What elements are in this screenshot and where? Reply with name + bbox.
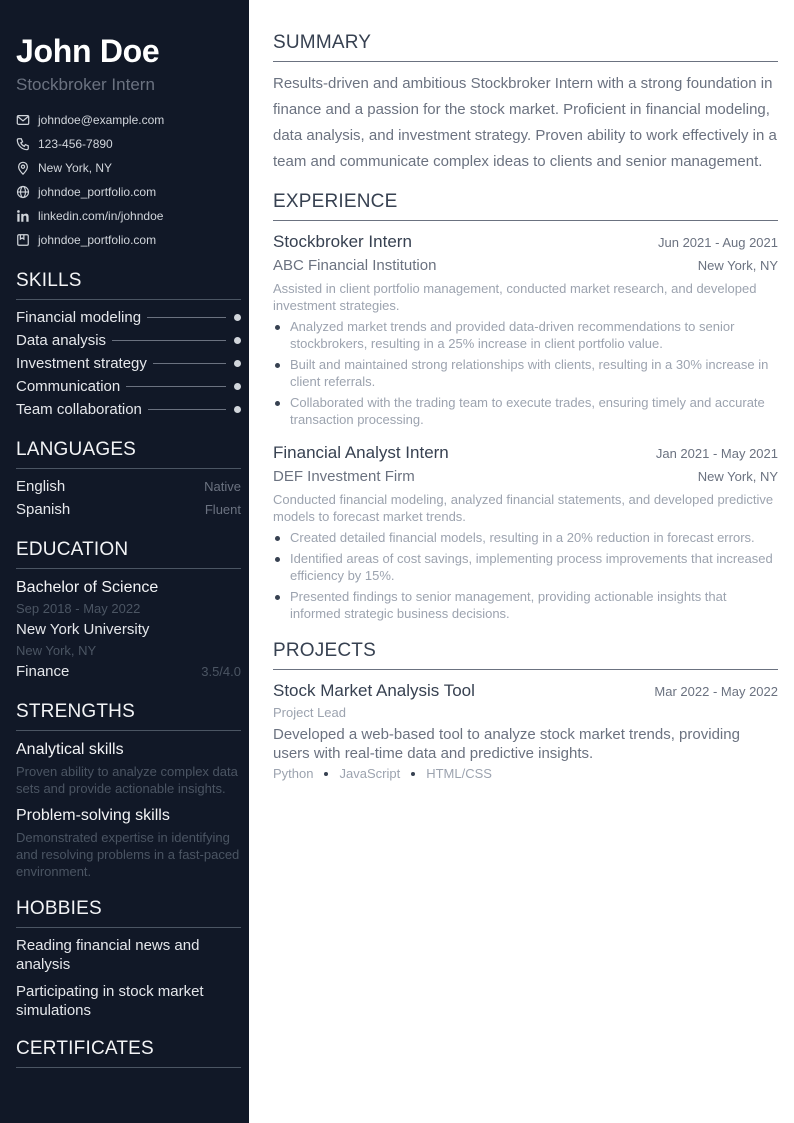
education-field-row (16, 661, 241, 683)
project-tag: JavaScript (339, 766, 401, 781)
phone-icon (16, 137, 30, 151)
hobby-item: Reading financial news and analysis (16, 937, 200, 973)
skill-item (16, 306, 241, 329)
job-bullet: Created detailed financial models, resulting in a 20% reduction in forecast errors. (273, 529, 778, 546)
globe-icon (16, 185, 30, 199)
skill-divider (148, 409, 226, 410)
language-name: Spanish (16, 501, 71, 518)
candidate-role: Stockbroker Intern (16, 75, 155, 94)
job-header (273, 231, 778, 253)
skill-label: Data analysis (16, 332, 107, 349)
skill-divider (153, 363, 226, 364)
job-dates: Jan 2021 - May 2021 (655, 446, 778, 461)
job-company-row (273, 464, 778, 487)
job-location: New York, NY (697, 258, 778, 273)
skill-divider (147, 317, 226, 318)
contact-email[interactable] (16, 108, 241, 132)
skill-divider (126, 386, 226, 387)
candidate-name: John Doe (16, 33, 160, 69)
education-entry (16, 577, 241, 683)
summary-heading: SUMMARY (273, 32, 778, 62)
skill-level-dot (234, 406, 241, 413)
hobbies-heading: HOBBIES (16, 898, 241, 928)
project-role: Project Lead (273, 705, 346, 720)
sidebar (0, 0, 249, 1123)
contact-website[interactable] (16, 180, 241, 204)
skills-list (16, 306, 241, 421)
education-school: New York University (16, 621, 150, 638)
contact-phone[interactable] (16, 132, 241, 156)
language-item (16, 475, 241, 498)
project-dates: Mar 2022 - May 2022 (654, 684, 778, 699)
education-heading: EDUCATION (16, 539, 241, 569)
skill-label: Financial modeling (16, 309, 142, 326)
contact-portfolio-text: johndoe_portfolio.com (38, 233, 157, 247)
skill-level-dot (234, 314, 241, 321)
skill-label: Communication (16, 378, 121, 395)
portfolio-icon (16, 233, 30, 247)
contact-portfolio[interactable] (16, 228, 241, 252)
contact-linkedin[interactable] (16, 204, 241, 228)
project-header (273, 680, 778, 702)
strength-title: Problem-solving skills (16, 807, 170, 824)
job-company-row (273, 253, 778, 276)
project-tags (273, 766, 778, 781)
contact-list (16, 108, 241, 252)
project-entry (273, 680, 778, 781)
job-bullet: Built and maintained strong relationships with clients, resulting in a 30% increase in client referrals. (273, 356, 778, 390)
strength-description: Proven ability to analyze complex data sets and provide actionable insights. (16, 764, 238, 796)
skill-item (16, 329, 241, 352)
job-description: Conducted financial modeling, analyzed financial statements, and developed predictive models to forecast market trends. (273, 492, 774, 524)
tag-separator-dot (411, 772, 415, 776)
contact-phone-text: 123-456-7890 (38, 137, 113, 151)
language-item (16, 498, 241, 521)
main-content (273, 0, 778, 781)
language-level: Fluent (204, 502, 241, 517)
education-gpa: 3.5/4.0 (201, 664, 241, 679)
experience-entry (273, 231, 778, 428)
skill-item (16, 352, 241, 375)
job-title: Financial Analyst Intern (273, 443, 449, 462)
job-bullet: Analyzed market trends and provided data-driven recommendations to senior stockbrokers, resulting in a 25% increase in client portfolio value. (273, 318, 778, 352)
project-title: Stock Market Analysis Tool (273, 681, 475, 700)
hobbies-list (16, 936, 241, 1020)
skill-item (16, 398, 241, 421)
job-location: New York, NY (697, 469, 778, 484)
email-icon (16, 113, 30, 127)
language-level: Native (204, 479, 241, 494)
tag-separator-dot (324, 772, 328, 776)
languages-list (16, 475, 241, 521)
language-name: English (16, 478, 66, 495)
strengths-list (16, 739, 241, 880)
skill-item (16, 375, 241, 398)
experience-entry (273, 442, 778, 622)
contact-location (16, 156, 241, 180)
strength-title: Analytical skills (16, 741, 124, 758)
languages-heading: LANGUAGES (16, 439, 241, 469)
job-description: Assisted in client portfolio management, conducted market research, and developed investment strategies. (273, 281, 757, 313)
project-description: Developed a web-based tool to analyze stock market trends, providing users with real-time data and predictive insights. (273, 726, 740, 762)
education-degree: Bachelor of Science (16, 579, 159, 596)
job-company: ABC Financial Institution (273, 257, 437, 274)
skill-level-dot (234, 360, 241, 367)
skills-heading: SKILLS (16, 270, 241, 300)
project-tag: Python (273, 766, 314, 781)
contact-email-text: johndoe@example.com (38, 113, 165, 127)
hobby-item: Participating in stock market simulations (16, 983, 204, 1019)
job-bullet: Identified areas of cost savings, implementing process improvements that increased efficiency by 15%. (273, 550, 778, 584)
project-tag: HTML/CSS (426, 766, 492, 781)
contact-location-text: New York, NY (38, 161, 113, 175)
job-bullet: Presented findings to senior management, providing actionable insights that informed strategic business decisions. (273, 588, 778, 622)
job-header (273, 442, 778, 464)
job-bullets (273, 529, 778, 622)
skill-level-dot (234, 337, 241, 344)
skill-level-dot (234, 383, 241, 390)
job-bullets (273, 318, 778, 428)
linkedin-icon (16, 209, 30, 223)
skill-divider (112, 340, 226, 341)
job-company: DEF Investment Firm (273, 468, 415, 485)
location-pin-icon (16, 161, 30, 175)
experience-heading: EXPERIENCE (273, 191, 778, 221)
summary-text: Results-driven and ambitious Stockbroker Intern with a strong foundation in finance and a passion for the stock market. Proficient in financial modeling, data analysis, and investment strategy. Proven ability to work effectively in a team and communicate complex ideas to clients and senior management. (273, 75, 777, 170)
projects-heading: PROJECTS (273, 640, 778, 670)
education-dates: Sep 2018 - May 2022 (16, 601, 141, 616)
certificates-heading: CERTIFICATES (16, 1038, 241, 1068)
job-bullet: Collaborated with the trading team to execute trades, ensuring timely and accurate transaction processing. (273, 394, 778, 428)
job-title: Stockbroker Intern (273, 232, 412, 251)
education-location: New York, NY (16, 643, 97, 658)
job-dates: Jun 2021 - Aug 2021 (658, 235, 778, 250)
contact-website-text: johndoe_portfolio.com (38, 185, 157, 199)
strength-description: Demonstrated expertise in identifying and resolving problems in a fast-paced environment. (16, 830, 240, 879)
skill-label: Team collaboration (16, 401, 142, 418)
education-field: Finance (16, 663, 70, 680)
contact-linkedin-text: linkedin.com/in/johndoe (38, 209, 164, 223)
strengths-heading: STRENGTHS (16, 701, 241, 731)
skill-label: Investment strategy (16, 355, 147, 372)
